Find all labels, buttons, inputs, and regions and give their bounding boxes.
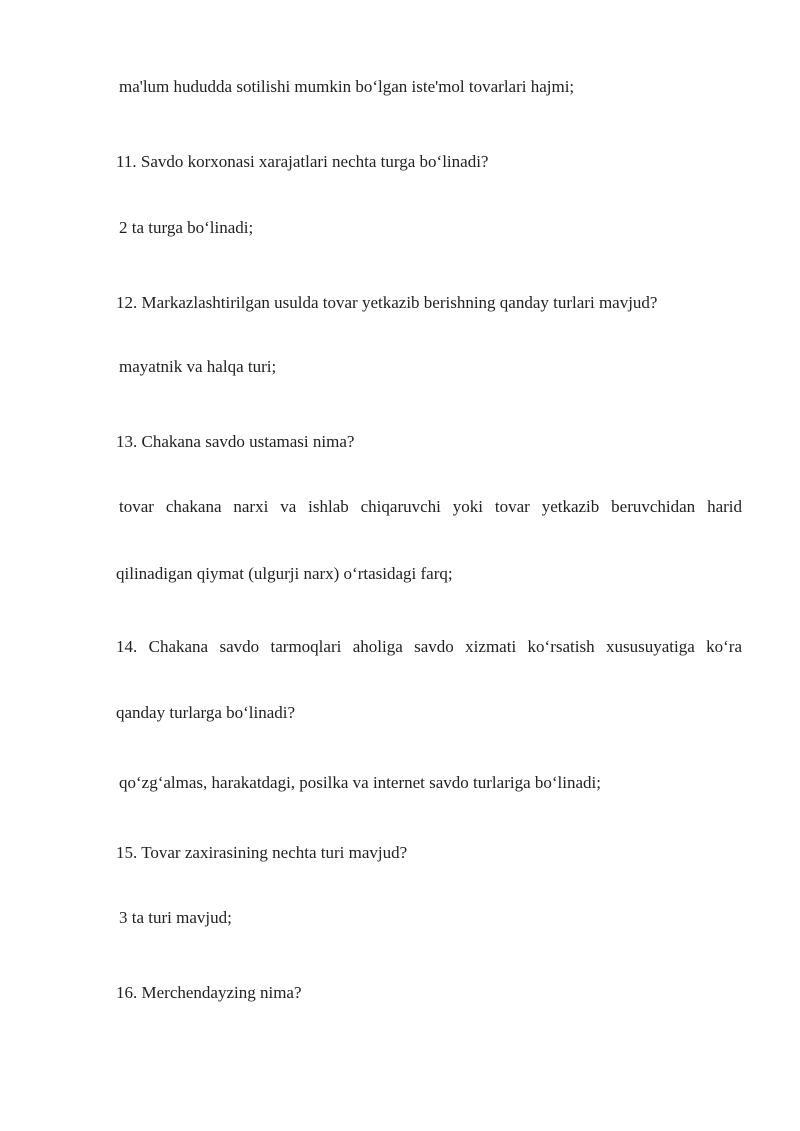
question-line: 14. Chakana savdo tarmoqlari aholiga savdo xizmati ko‘rsatish xususuyatiga ko‘ra bbox=[116, 637, 742, 656]
answer-line: mayatnik va halqa turi; bbox=[119, 357, 277, 376]
question-line: 16. Merchendayzing nima? bbox=[116, 983, 302, 1002]
question-line: 15. Tovar zaxirasining nechta turi mavjud? bbox=[116, 843, 408, 862]
answer-line-continued: qilinadigan qiymat (ulgurji narx) o‘rtasidagi farq; bbox=[116, 564, 453, 583]
answer-line: ma'lum hududda sotilishi mumkin bo‘lgan iste'mol tovarlari hajmi; bbox=[119, 77, 575, 96]
question-line: 13. Chakana savdo ustamasi nima? bbox=[116, 432, 355, 451]
question-line: 11. Savdo korxonasi xarajatlari nechta turga bo‘linadi? bbox=[116, 152, 489, 171]
answer-line: tovar chakana narxi va ishlab chiqaruvchi yoki tovar yetkazib beruvchidan harid bbox=[119, 497, 742, 516]
answer-line: 2 ta turga bo‘linadi; bbox=[119, 218, 254, 237]
answer-line: qo‘zg‘almas, harakatdagi, posilka va internet savdo turlariga bo‘linadi; bbox=[119, 773, 601, 792]
answer-line: 3 ta turi mavjud; bbox=[119, 908, 232, 927]
question-line-continued: qanday turlarga bo‘linadi? bbox=[116, 703, 296, 722]
question-line: 12. Markazlashtirilgan usulda tovar yetkazib berishning qanday turlari mavjud? bbox=[116, 293, 658, 312]
